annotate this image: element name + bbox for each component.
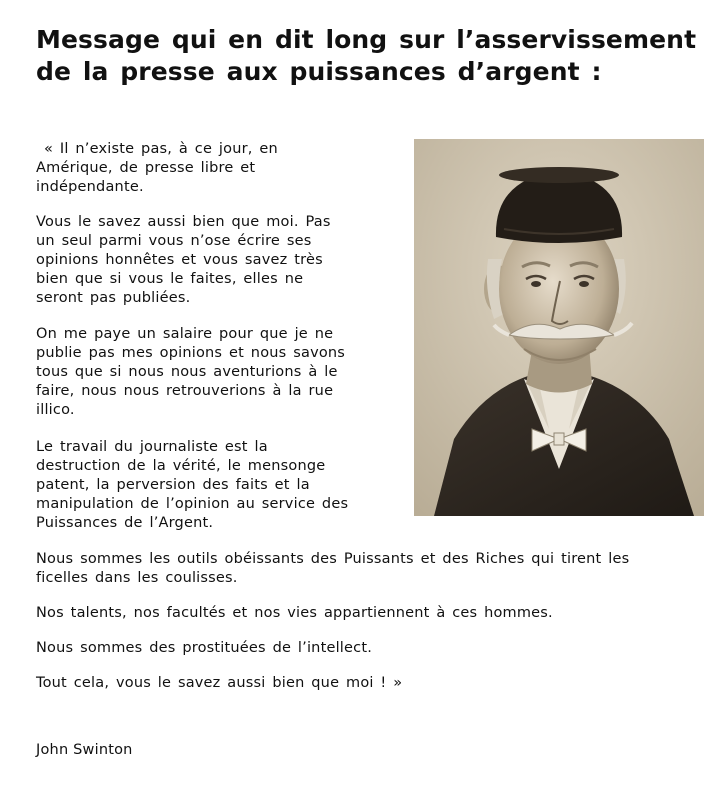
text-line: tous que si nous nous aventurions à le bbox=[36, 364, 338, 380]
portrait-photo bbox=[414, 139, 704, 516]
title-line-1: Message qui en dit long sur l’asservissement bbox=[36, 25, 697, 54]
quote-paragraph-1 bbox=[36, 140, 278, 197]
quote-paragraph-5 bbox=[36, 550, 629, 588]
text-line: patent, la perversion des faits et la bbox=[36, 477, 310, 493]
text-line: « Il n’existe pas, à ce jour, en bbox=[44, 141, 278, 157]
portrait-illustration bbox=[414, 139, 704, 516]
quote-paragraph-3 bbox=[36, 325, 345, 420]
text-line: illico. bbox=[36, 402, 75, 418]
text-line: faire, nous nous retrouverions à la rue bbox=[36, 383, 334, 399]
author-signature: John Swinton bbox=[36, 742, 133, 758]
quote-paragraph-6 bbox=[36, 604, 553, 623]
text-line: Tout cela, vous le savez aussi bien que moi ! » bbox=[36, 675, 403, 691]
text-line: opinions honnêtes et vous savez très bbox=[36, 252, 323, 268]
text-line: Puissances de l’Argent. bbox=[36, 515, 214, 531]
quote-paragraph-2 bbox=[36, 213, 331, 308]
page-title bbox=[36, 24, 716, 88]
text-line: destruction de la vérité, le mensonge bbox=[36, 458, 326, 474]
text-line: publie pas mes opinions et nous savons bbox=[36, 345, 346, 361]
quote-paragraph-7 bbox=[36, 639, 372, 658]
text-line: On me paye un salaire pour que je ne bbox=[36, 326, 334, 342]
text-line: Nos talents, nos facultés et nos vies appartiennent à ces hommes. bbox=[36, 605, 553, 621]
text-line: Le travail du journaliste est la bbox=[36, 439, 268, 455]
text-line: un seul parmi vous n’ose écrire ses bbox=[36, 233, 312, 249]
text-line: Nous sommes des prostituées de l’intellect. bbox=[36, 640, 373, 656]
quote-paragraph-4 bbox=[36, 438, 348, 533]
text-line: ficelles dans les coulisses. bbox=[36, 570, 238, 586]
quote-paragraph-8 bbox=[36, 674, 402, 693]
title-line-2: de la presse aux puissances d’argent : bbox=[36, 57, 602, 86]
text-line: manipulation de l’opinion au service des bbox=[36, 496, 349, 512]
text-line: Amérique, de presse libre et bbox=[36, 160, 256, 176]
text-line: Vous le savez aussi bien que moi. Pas bbox=[36, 214, 331, 230]
text-line: bien que si vous le faites, elles ne bbox=[36, 271, 304, 287]
text-line: indépendante. bbox=[36, 179, 144, 195]
text-line: Nous sommes les outils obéissants des Puissants et des Riches qui tirent les bbox=[36, 551, 630, 567]
text-line: seront pas publiées. bbox=[36, 290, 191, 306]
